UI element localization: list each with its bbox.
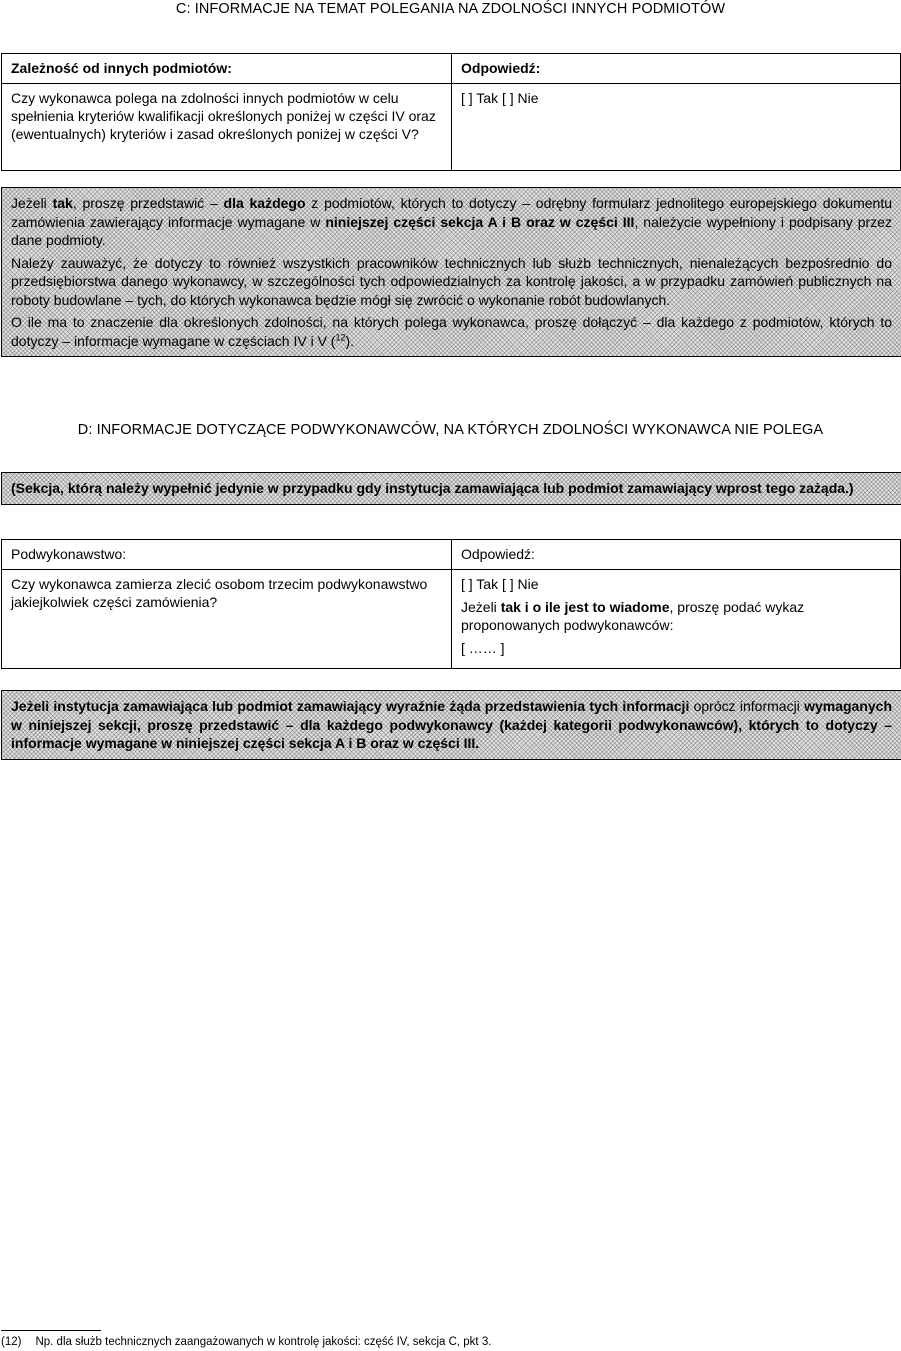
subcontracting-header: Podwykonawstwo: — [2, 540, 452, 570]
footnote-divider — [1, 1330, 101, 1331]
subcontracting-answer-cell — [452, 570, 901, 669]
footnote-reference[interactable]: 12 — [335, 331, 346, 342]
subcontracting-question: Czy wykonawca zamierza zlecić osobom trzecim podwykonawstwo jakiejkolwiek części zamówienia? — [2, 570, 452, 669]
instruction-paragraph-1: Jeżeli tak, proszę przedstawić – dla każdego z podmiotów, których to dotyczy – odrębny formularz jednolitego europejskiego dokumentu zamówienia zawierający informacje wymagane w niniejszej części sekcja A i B oraz w części III, należycie wypełniony i podpisany przez dane podmioty. — [11, 195, 892, 248]
subcontracting-instructions: Jeżeli instytucja zamawiająca lub podmiot zamawiający wyraźnie żąda przedstawienia tych informacji oprócz informacji wymaganych w niniejszej sekcji, proszę przedstawić – dla każdego podwykonawcy (każdej kategorii podwykonawców), których to dotyczy – informacje wymagane w niniejszej części sekcja A i B oraz w części III. — [1, 690, 901, 760]
reliance-instructions — [1, 187, 901, 357]
answer-header: Odpowiedź: — [452, 540, 901, 570]
reliance-header: Zależność od innych podmiotów: — [2, 54, 452, 84]
answer-header: Odpowiedź: — [452, 54, 901, 84]
reliance-question: Czy wykonawca polega na zdolności innych podmiotów w celu spełnienia kryteriów kwalifikacji określonych poniżej w części IV oraz (ewentualnych) kryteriów i zasad określonych poniżej w części V? — [2, 84, 452, 171]
reliance-answer[interactable]: [ ] Tak [ ] Nie — [452, 84, 901, 171]
section-d-scope-note: (Sekcja, którą należy wypełnić jedynie w przypadku gdy instytucja zamawiająca lub podmiot zamawiający wprost tego zażąda.) — [1, 472, 901, 505]
subcontractor-list-prompt: Jeżeli tak i o ile jest to wiadome, proszę podać wykaz proponowanych podwykonawców: — [461, 599, 805, 633]
section-c-title: C: INFORMACJE NA TEMAT POLEGANIA NA ZDOLNOŚCI INNYCH PODMIOTÓW — [175, 1, 726, 17]
footnote — [1, 1336, 491, 1348]
instruction-paragraph-3: O ile ma to znaczenie dla określonych zdolności, na których polega wykonawca, proszę dołączyć – dla każdego z podmiotów, których to dotyczy – informacje wymagane w częściach IV i V ($^{12}$). — [11, 314, 892, 349]
reliance-table — [1, 53, 901, 171]
subcontracting-table — [1, 539, 901, 669]
footnote-text: Np. dla służb technicznych zaangażowanych w kontrolę jakości: część IV, sekcja C, pkt 3. — [35, 1336, 492, 1348]
section-d-title: D: INFORMACJE DOTYCZĄCE PODWYKONAWCÓW, NA KTÓRYCH ZDOLNOŚCI WYKONAWCA NIE POLEGA — [77, 422, 824, 438]
instruction-paragraph-2: Należy zauważyć, że dotyczy to również wszystkich pracowników technicznych lub służb technicznych, nienależących bezpośrednio do przedsiębiorstwa danego wykonawcy, w szczególności tych odpowiedzialnych za kontrolę jakości, a w przypadku zamówień publicznych na roboty budowlane – tych, do których wykonawca będzie mógł się zwrócić o wykonanie robót budowlanych. — [11, 254, 892, 308]
footnote-marker: (12) — [1, 1336, 22, 1348]
subcontractor-list-field[interactable]: [ …… ] — [461, 640, 505, 656]
subcontracting-answer[interactable]: [ ] Tak [ ] Nie — [461, 576, 539, 592]
